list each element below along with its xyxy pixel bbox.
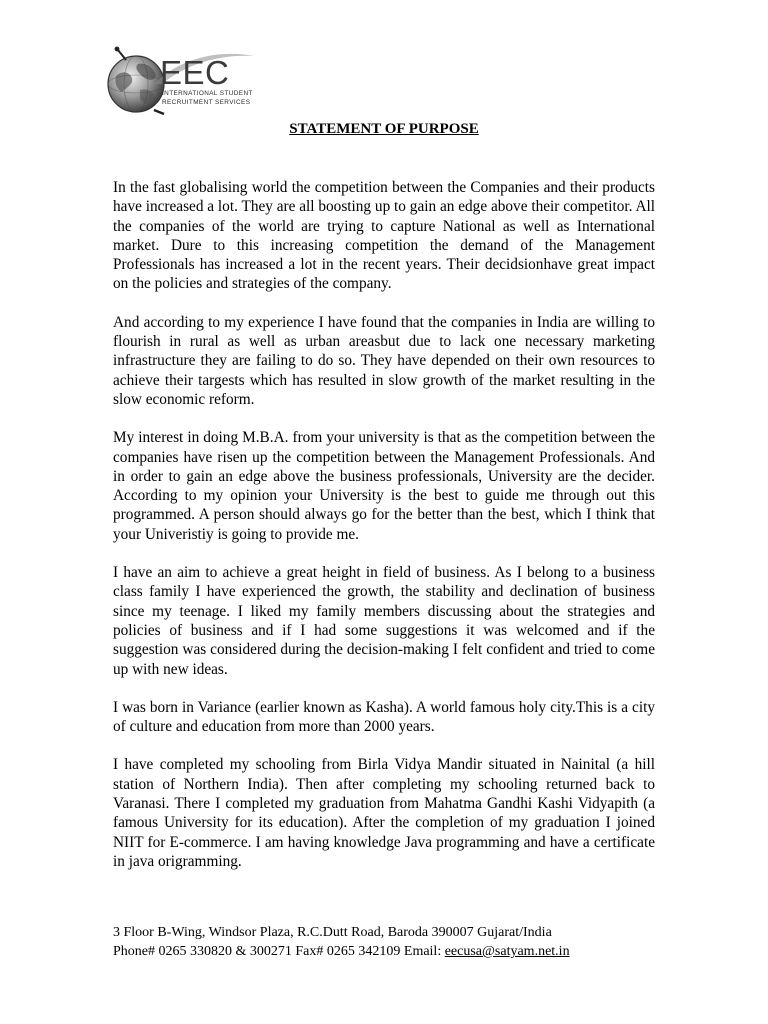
footer-email-link[interactable]: eecusa@satyam.net.in bbox=[444, 944, 570, 959]
paragraph: I was born in Variance (earlier known as Kasha). A world famous holy city.This is a city of culture and education from more than 2000 years. bbox=[113, 698, 655, 736]
paragraph: I have completed my schooling from Birla Vidya Mandir situated in Nainital (a hill station of Northern India). Then after completing my schooling returned back to Varanasi. There I completed my graduation from Mahatma Gandhi Kashi Vidyapith (a famous University for its education). After the completion of my graduation I joined NIIT for E-commerce. I am having knowledge Java programming and have a certificate in java origramming. bbox=[113, 756, 655, 870]
company-logo bbox=[104, 46, 264, 116]
logo-acronym: EEC bbox=[160, 54, 230, 91]
page-footer bbox=[113, 923, 673, 961]
document-title: STATEMENT OF PURPOSE bbox=[289, 121, 479, 137]
paragraph: In the fast globalising world the competition between the Companies and their products have increased a lot. They are all boosting up to gain an edge above their competitor. All the companies of the world are trying to capture National as well as International market. Dure to this increasing competition the demand of the Management Professionals has increased a lot in the recent years. Their decidsionhave great impact on the policies and strategies of the company. bbox=[113, 179, 655, 293]
footer-address: 3 Floor B-Wing, Windsor Plaza, R.C.Dutt Road, Baroda 390007 Gujarat/India bbox=[113, 925, 552, 940]
footer-contact bbox=[113, 942, 673, 961]
footer-contact-text: Phone# 0265 330820 & 300271 Fax# 0265 342109 Email: bbox=[113, 944, 445, 959]
document-body bbox=[113, 178, 655, 890]
logo-tagline-line2: RECRUITMENT SERVICES bbox=[162, 99, 251, 106]
paragraph: And according to my experience I have found that the companies in India are willing to flourish in rural as well as urban areasbut due to lack one necessary marketing infrastructure they are failing to do so. They have depended on their own resources to achieve their targests which has resulted in slow growth of the market resulting in the slow economic reform. bbox=[113, 313, 655, 408]
paragraph: I have an aim to achieve a great height in field of business. As I belong to a business class family I have experienced the growth, the stability and declination of business since my teenage. I liked my family members discussing about the strategies and policies of business and if I had some suggestions it was welcomed and if the suggestion was considered during the decision-making I felt confident and tried to come up with new ideas. bbox=[113, 564, 655, 678]
logo-tagline-line1: INTERNATIONAL STUDENT bbox=[162, 90, 253, 97]
paragraph: My interest in doing M.B.A. from your university is that as the competition between the companies have risen up the competition between the Management Professionals. And in order to gain an edge above the business professionals, University are the decider. According to my opinion your University is the best to guide me through out this programmed. A person should always go for the better than the best, which I think that your Univeristiy is going to provide me. bbox=[113, 429, 655, 543]
